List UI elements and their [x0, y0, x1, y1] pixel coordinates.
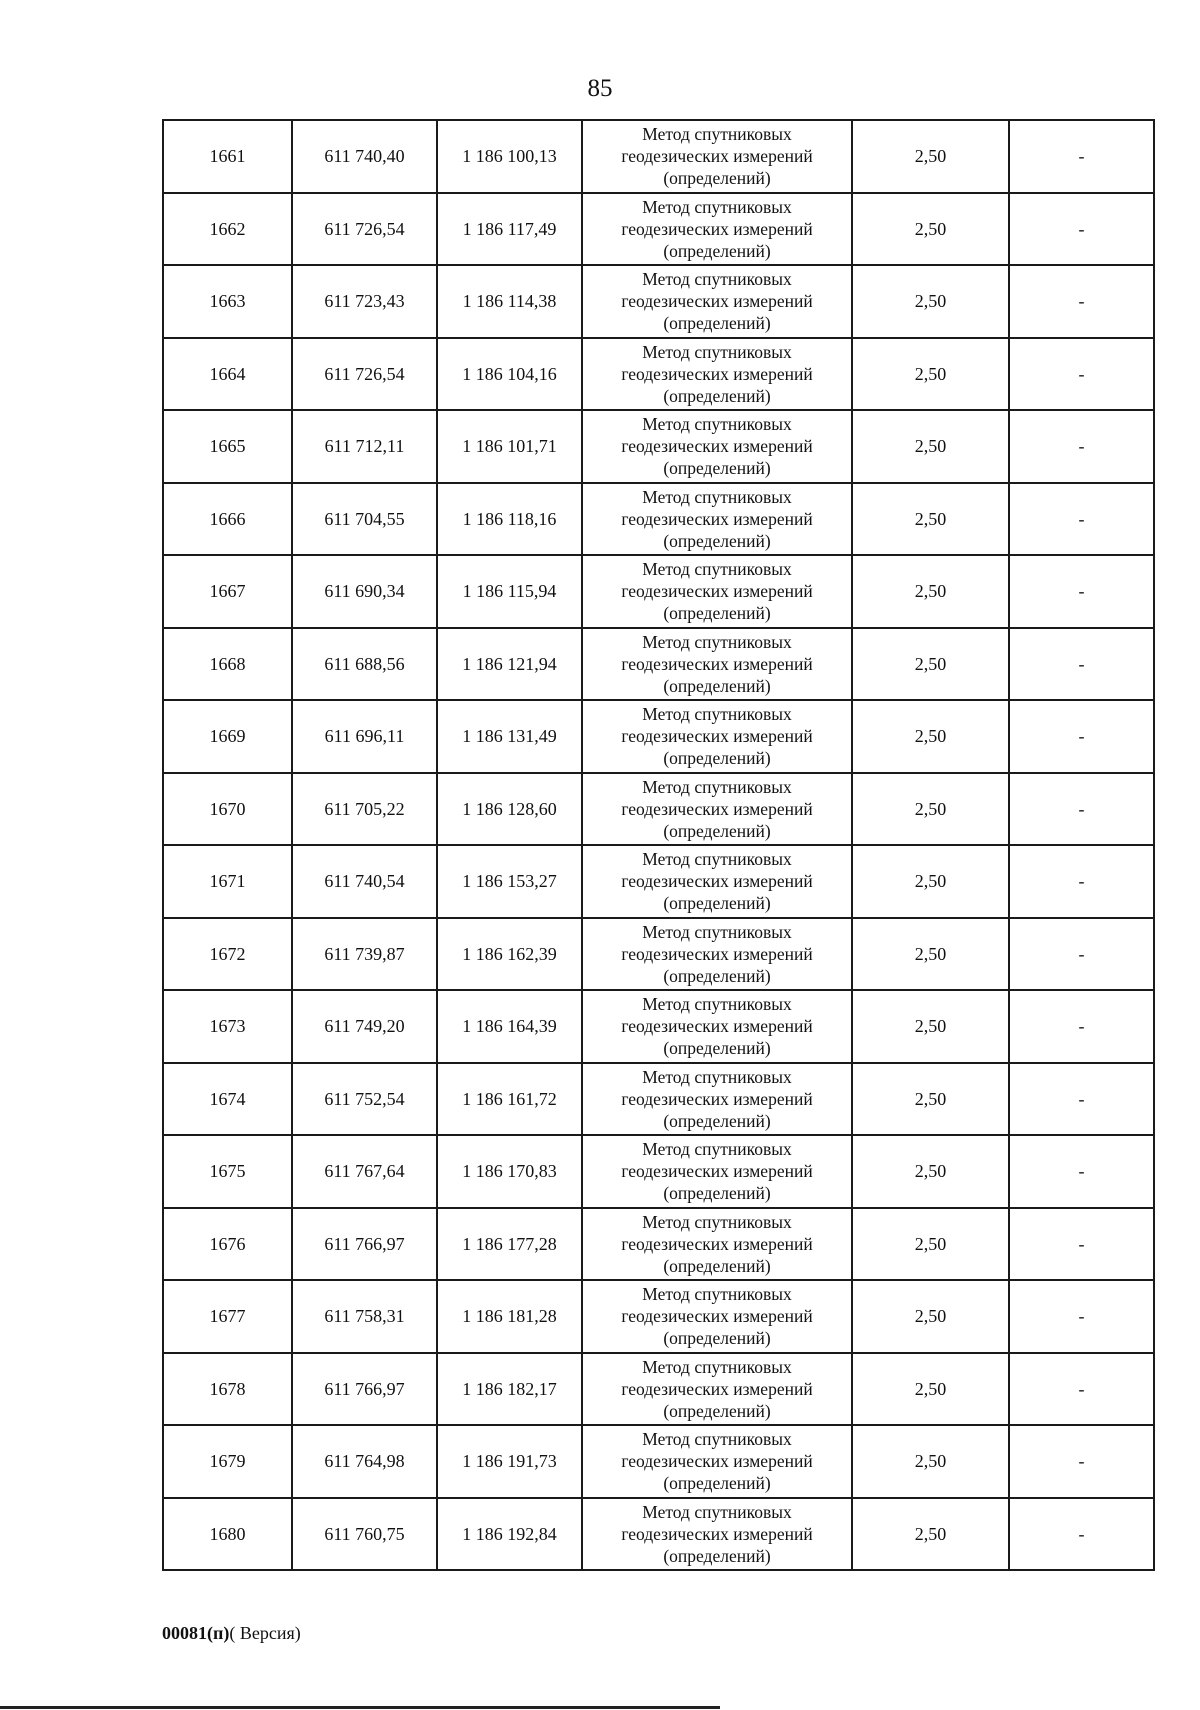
method-line: Метод спутниковых [642, 1139, 792, 1160]
method-line: (определений) [663, 1183, 771, 1204]
method-line: Метод спутниковых [642, 414, 792, 435]
y-coordinate-cell: 1 186 191,73 [437, 1425, 582, 1498]
note-cell: - [1009, 773, 1154, 846]
x-coordinate-cell: 611 726,54 [292, 193, 437, 266]
method-line: (определений) [663, 385, 771, 406]
point-number-cell: 1677 [163, 1280, 292, 1353]
y-coordinate-cell: 1 186 100,13 [437, 120, 582, 193]
method-line: Метод спутниковых [642, 341, 792, 362]
table-row [163, 483, 1154, 556]
accuracy-cell: 2,50 [852, 1498, 1009, 1571]
note-cell: - [1009, 338, 1154, 411]
table-row [163, 700, 1154, 773]
method-cell [582, 1063, 852, 1136]
accuracy-cell: 2,50 [852, 628, 1009, 701]
method-cell [582, 483, 852, 556]
y-coordinate-cell: 1 186 192,84 [437, 1498, 582, 1571]
note-cell: - [1009, 120, 1154, 193]
table-row [163, 1353, 1154, 1426]
point-number-cell: 1665 [163, 410, 292, 483]
point-number-cell: 1667 [163, 555, 292, 628]
table-row [163, 265, 1154, 338]
method-line: геодезических измерений [621, 1306, 813, 1327]
table-row [163, 1135, 1154, 1208]
coordinates-table-body [163, 120, 1154, 1570]
y-coordinate-cell: 1 186 101,71 [437, 410, 582, 483]
accuracy-cell: 2,50 [852, 845, 1009, 918]
accuracy-cell: 2,50 [852, 918, 1009, 991]
method-line: (определений) [663, 1473, 771, 1494]
table-row [163, 410, 1154, 483]
table-row [163, 628, 1154, 701]
y-coordinate-cell: 1 186 118,16 [437, 483, 582, 556]
method-line: Метод спутниковых [642, 559, 792, 580]
method-line: геодезических измерений [621, 581, 813, 602]
point-number-cell: 1664 [163, 338, 292, 411]
accuracy-cell: 2,50 [852, 120, 1009, 193]
point-number-cell: 1661 [163, 120, 292, 193]
table-row [163, 1208, 1154, 1281]
method-line: Метод спутниковых [642, 1066, 792, 1087]
point-number-cell: 1668 [163, 628, 292, 701]
method-line: геодезических измерений [621, 1088, 813, 1109]
table-row [163, 338, 1154, 411]
method-cell [582, 555, 852, 628]
method-line: Метод спутниковых [642, 1429, 792, 1450]
x-coordinate-cell: 611 764,98 [292, 1425, 437, 1498]
point-number-cell: 1669 [163, 700, 292, 773]
x-coordinate-cell: 611 690,34 [292, 555, 437, 628]
table-row [163, 845, 1154, 918]
accuracy-cell: 2,50 [852, 700, 1009, 773]
table-row [163, 193, 1154, 266]
method-line: (определений) [663, 1400, 771, 1421]
table-row [163, 1280, 1154, 1353]
accuracy-cell: 2,50 [852, 1063, 1009, 1136]
method-line: Метод спутниковых [642, 486, 792, 507]
x-coordinate-cell: 611 740,40 [292, 120, 437, 193]
point-number-cell: 1672 [163, 918, 292, 991]
method-line: Метод спутниковых [642, 921, 792, 942]
x-coordinate-cell: 611 740,54 [292, 845, 437, 918]
note-cell: - [1009, 193, 1154, 266]
y-coordinate-cell: 1 186 164,39 [437, 990, 582, 1063]
point-number-cell: 1674 [163, 1063, 292, 1136]
note-cell: - [1009, 483, 1154, 556]
y-coordinate-cell: 1 186 117,49 [437, 193, 582, 266]
x-coordinate-cell: 611 705,22 [292, 773, 437, 846]
footer-version: ( Версия) [229, 1623, 301, 1643]
method-line: геодезических измерений [621, 871, 813, 892]
method-line: геодезических измерений [621, 1451, 813, 1472]
note-cell: - [1009, 265, 1154, 338]
method-line: Метод спутниковых [642, 704, 792, 725]
note-cell: - [1009, 990, 1154, 1063]
method-line: (определений) [663, 748, 771, 769]
method-cell [582, 1425, 852, 1498]
method-line: (определений) [663, 458, 771, 479]
method-cell [582, 120, 852, 193]
x-coordinate-cell: 611 696,11 [292, 700, 437, 773]
point-number-cell: 1671 [163, 845, 292, 918]
x-coordinate-cell: 611 723,43 [292, 265, 437, 338]
accuracy-cell: 2,50 [852, 265, 1009, 338]
method-line: Метод спутниковых [642, 994, 792, 1015]
point-number-cell: 1680 [163, 1498, 292, 1571]
method-line: геодезических измерений [621, 798, 813, 819]
y-coordinate-cell: 1 186 182,17 [437, 1353, 582, 1426]
accuracy-cell: 2,50 [852, 1208, 1009, 1281]
method-cell [582, 193, 852, 266]
x-coordinate-cell: 611 704,55 [292, 483, 437, 556]
method-line: (определений) [663, 1545, 771, 1566]
accuracy-cell: 2,50 [852, 1280, 1009, 1353]
x-coordinate-cell: 611 688,56 [292, 628, 437, 701]
x-coordinate-cell: 611 749,20 [292, 990, 437, 1063]
note-cell: - [1009, 1280, 1154, 1353]
point-number-cell: 1679 [163, 1425, 292, 1498]
x-coordinate-cell: 611 766,97 [292, 1353, 437, 1426]
method-line: Метод спутниковых [642, 196, 792, 217]
x-coordinate-cell: 611 726,54 [292, 338, 437, 411]
table-row [163, 1498, 1154, 1571]
y-coordinate-cell: 1 186 114,38 [437, 265, 582, 338]
x-coordinate-cell: 611 752,54 [292, 1063, 437, 1136]
note-cell: - [1009, 700, 1154, 773]
method-cell [582, 773, 852, 846]
note-cell: - [1009, 918, 1154, 991]
page-number: 85 [587, 75, 613, 102]
x-coordinate-cell: 611 766,97 [292, 1208, 437, 1281]
method-line: (определений) [663, 965, 771, 986]
table-row [163, 1425, 1154, 1498]
accuracy-cell: 2,50 [852, 410, 1009, 483]
point-number-cell: 1675 [163, 1135, 292, 1208]
accuracy-cell: 2,50 [852, 1353, 1009, 1426]
method-cell [582, 265, 852, 338]
method-line: (определений) [663, 893, 771, 914]
y-coordinate-cell: 1 186 162,39 [437, 918, 582, 991]
method-line: Метод спутниковых [642, 1501, 792, 1522]
table-row [163, 990, 1154, 1063]
accuracy-cell: 2,50 [852, 193, 1009, 266]
method-line: геодезических измерений [621, 146, 813, 167]
method-line: (определений) [663, 820, 771, 841]
y-coordinate-cell: 1 186 121,94 [437, 628, 582, 701]
method-cell [582, 700, 852, 773]
method-cell [582, 990, 852, 1063]
method-line: геодезических измерений [621, 436, 813, 457]
accuracy-cell: 2,50 [852, 483, 1009, 556]
table-row [163, 1063, 1154, 1136]
table-row [163, 555, 1154, 628]
method-line: геодезических измерений [621, 1233, 813, 1254]
method-line: геодезических измерений [621, 218, 813, 239]
x-coordinate-cell: 611 767,64 [292, 1135, 437, 1208]
note-cell: - [1009, 1135, 1154, 1208]
accuracy-cell: 2,50 [852, 990, 1009, 1063]
method-line: (определений) [663, 168, 771, 189]
method-cell [582, 628, 852, 701]
method-line: геодезических измерений [621, 363, 813, 384]
method-line: (определений) [663, 240, 771, 261]
y-coordinate-cell: 1 186 153,27 [437, 845, 582, 918]
method-cell [582, 918, 852, 991]
method-line: Метод спутниковых [642, 1284, 792, 1305]
point-number-cell: 1662 [163, 193, 292, 266]
method-line: геодезических измерений [621, 653, 813, 674]
method-line: геодезических измерений [621, 1161, 813, 1182]
method-line: геодезических измерений [621, 1523, 813, 1544]
method-cell [582, 410, 852, 483]
x-coordinate-cell: 611 760,75 [292, 1498, 437, 1571]
footer [162, 1622, 301, 1644]
point-number-cell: 1676 [163, 1208, 292, 1281]
method-line: (определений) [663, 1038, 771, 1059]
point-number-cell: 1678 [163, 1353, 292, 1426]
method-cell [582, 1498, 852, 1571]
accuracy-cell: 2,50 [852, 1425, 1009, 1498]
accuracy-cell: 2,50 [852, 555, 1009, 628]
accuracy-cell: 2,50 [852, 338, 1009, 411]
y-coordinate-cell: 1 186 128,60 [437, 773, 582, 846]
note-cell: - [1009, 1353, 1154, 1426]
method-line: (определений) [663, 1328, 771, 1349]
y-coordinate-cell: 1 186 115,94 [437, 555, 582, 628]
method-line: Метод спутниковых [642, 849, 792, 870]
method-line: геодезических измерений [621, 508, 813, 529]
method-line: Метод спутниковых [642, 124, 792, 145]
method-line: (определений) [663, 1255, 771, 1276]
method-line: Метод спутниковых [642, 631, 792, 652]
method-cell [582, 338, 852, 411]
method-line: (определений) [663, 530, 771, 551]
method-cell [582, 845, 852, 918]
method-cell [582, 1135, 852, 1208]
note-cell: - [1009, 1208, 1154, 1281]
method-line: геодезических измерений [621, 291, 813, 312]
method-cell [582, 1280, 852, 1353]
footer-code: 00081(п) [162, 1623, 230, 1643]
table-row [163, 120, 1154, 193]
accuracy-cell: 2,50 [852, 773, 1009, 846]
note-cell: - [1009, 1425, 1154, 1498]
y-coordinate-cell: 1 186 170,83 [437, 1135, 582, 1208]
point-number-cell: 1666 [163, 483, 292, 556]
method-cell [582, 1208, 852, 1281]
table-row [163, 918, 1154, 991]
note-cell: - [1009, 845, 1154, 918]
y-coordinate-cell: 1 186 104,16 [437, 338, 582, 411]
note-cell: - [1009, 628, 1154, 701]
x-coordinate-cell: 611 739,87 [292, 918, 437, 991]
y-coordinate-cell: 1 186 177,28 [437, 1208, 582, 1281]
bottom-rule [0, 1706, 720, 1709]
accuracy-cell: 2,50 [852, 1135, 1009, 1208]
method-line: геодезических измерений [621, 943, 813, 964]
method-line: геодезических измерений [621, 726, 813, 747]
coordinates-table [162, 119, 1155, 1571]
method-line: (определений) [663, 675, 771, 696]
method-line: (определений) [663, 1110, 771, 1131]
method-line: (определений) [663, 313, 771, 334]
method-line: геодезических измерений [621, 1016, 813, 1037]
y-coordinate-cell: 1 186 131,49 [437, 700, 582, 773]
y-coordinate-cell: 1 186 181,28 [437, 1280, 582, 1353]
point-number-cell: 1673 [163, 990, 292, 1063]
method-line: (определений) [663, 603, 771, 624]
x-coordinate-cell: 611 758,31 [292, 1280, 437, 1353]
note-cell: - [1009, 1498, 1154, 1571]
method-cell [582, 1353, 852, 1426]
method-line: Метод спутниковых [642, 776, 792, 797]
y-coordinate-cell: 1 186 161,72 [437, 1063, 582, 1136]
x-coordinate-cell: 611 712,11 [292, 410, 437, 483]
note-cell: - [1009, 410, 1154, 483]
point-number-cell: 1663 [163, 265, 292, 338]
point-number-cell: 1670 [163, 773, 292, 846]
method-line: Метод спутниковых [642, 1211, 792, 1232]
method-line: Метод спутниковых [642, 1356, 792, 1377]
note-cell: - [1009, 1063, 1154, 1136]
note-cell: - [1009, 555, 1154, 628]
method-line: геодезических измерений [621, 1378, 813, 1399]
method-line: Метод спутниковых [642, 269, 792, 290]
table-row [163, 773, 1154, 846]
